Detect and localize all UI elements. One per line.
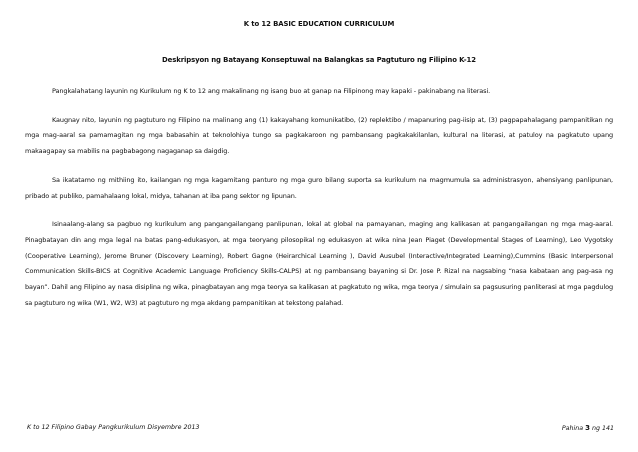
document-subtitle: Deskripsyon ng Batayang Konseptuwal na Balangkas sa Pagtuturo ng Filipino K-12 bbox=[162, 56, 476, 64]
document-body bbox=[25, 84, 613, 324]
document-title: K to 12 BASIC EDUCATION CURRICULUM bbox=[243, 20, 395, 28]
paragraph-3: Sa ikatatamo ng mithiing ito, kailangan ng mga kagamitang panturo ng mga guro bilang suporta sa kurikulum na magmumula sa administrasyon, ahensiyang panlipunan, pribado at publiko, pamahalaang lokal, midya, tahanan at iba pang sektor ng lipunan. bbox=[25, 175, 613, 200]
footer-document-name: K to 12 Filipino Gabay Pangkurikulum Disyembre 2013 bbox=[27, 424, 200, 431]
footer-page-number bbox=[562, 424, 614, 432]
paragraph-1: Pangkalahatang layunin ng Kurikulum ng K to 12 ang makalinang ng isang buo at ganap na Filipinong may kapaki - pakinabang na literasi. bbox=[52, 87, 491, 95]
page-number: 3 bbox=[585, 424, 590, 432]
paragraph-4: Isinaalang-alang sa pagbuo ng kurikulum ang pangangailangang panlipunan, lokal at global na pamayanan, maging ang kalikasan at pangangailangan ng mga mag-aaral. Pinagbatayan din ang mga legal na batas pang-edukasyon, at mga teoryang pilosopikal ng edukasyon at wika nina Jean Piaget (Developmental Stages of Learning), Leo Vygotsky (Cooperative Learning), Jerome Bruner (Discovery Learning), Robert Gagne (Heirarchical Learning ), David Ausubel (Interactive/Integrated Learning),Cummins (Basic Interpersonal Communication Skills-BICS at Cognitive Academic Language Proficiency Skills-CALPS) at ng pambansang bayaning si Dr. Jose P. Rizal na nagsabing “nasa kabataan ang pag-asa ng bayan”. Dahil ang Filipino ay nasa disiplina ng wika, pinagbatayan ang mga teorya sa kalikasan at pagkatuto ng wika, mga teorya / simulain sa pagsusuring panliterasi at mga pagdulog sa pagtuturo ng wika (W1, W2, W3) at pagtuturo ng mga akdang pampanitikan at tekstong palahad. bbox=[25, 220, 613, 307]
paragraph-2: Kaugnay nito, layunin ng pagtuturo ng Filipino na malinang ang (1) kakayahang komunikatibo, (2) replektibo / mapanuring pag-iisip at, (3) pagpapahalagang pampanitikan ng mga mag-aaral sa pamamagitan ng mga babasahin at teknolohiya tungo sa pagkakaroon ng pambansang pagkakakilanlan, kultural na literasi, at patuloy na pagkatuto upang makaagapay sa mabilis na pagbabagong nagaganap sa daigdig. bbox=[25, 115, 613, 156]
page-suffix: ng 141 bbox=[591, 425, 614, 432]
page-prefix: Pahina bbox=[561, 425, 584, 432]
